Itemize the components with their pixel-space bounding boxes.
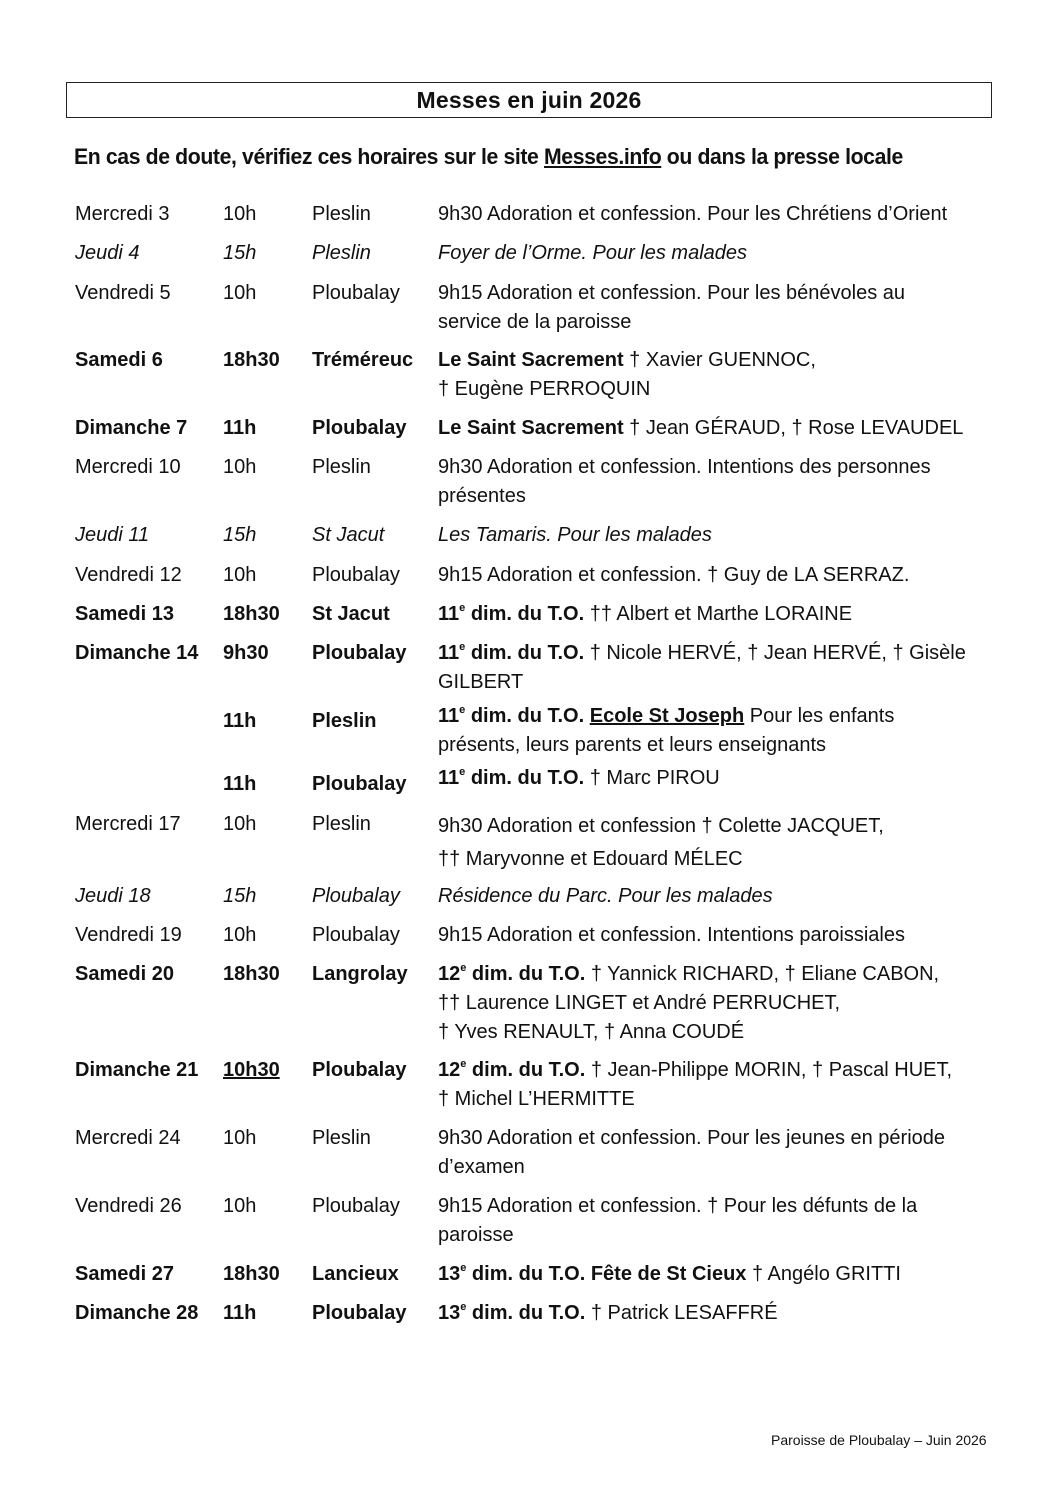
description-line: paroisse [438, 1224, 514, 1246]
ordinal-suffix: e [459, 641, 466, 654]
day-label: Samedi 27 [75, 1263, 174, 1285]
description [438, 882, 998, 911]
description-line: † Patrick LESAFFRÉ [585, 1302, 778, 1324]
description-line: † Yannick RICHARD, † Eliane CABON, [585, 963, 940, 985]
time-label: 10h [223, 282, 257, 304]
description [438, 600, 998, 629]
ordinal-suffix: e [460, 1058, 467, 1071]
description-line: †† Laurence LINGET et André PERRUCHET, [438, 992, 841, 1014]
day-label: Vendredi 26 [75, 1195, 182, 1217]
description-line: †† Maryvonne et Edouard MÉLEC [438, 848, 743, 870]
description-line: † Eugène PERROQUIN [438, 378, 651, 400]
place-label: Ploubalay [312, 642, 407, 664]
liturgical-name: dim. du T.O. [465, 642, 585, 664]
liturgical-name: dim. du T.O. [465, 705, 590, 727]
time-label: 18h30 [223, 349, 280, 371]
place-label: Pleslin [312, 813, 371, 835]
place-label: Ploubalay [312, 417, 407, 439]
day-label: Vendredi 12 [75, 564, 182, 586]
day-label: Jeudi 11 [75, 524, 150, 546]
place-label: Ploubalay [312, 924, 400, 946]
description [438, 346, 998, 404]
time-label: 10h [223, 203, 257, 225]
time-label: 10h [223, 813, 257, 835]
description [438, 414, 998, 443]
day-label: Vendredi 19 [75, 924, 182, 946]
description [438, 279, 998, 337]
description-line: † Jean-Philippe MORIN, † Pascal HUET, [585, 1059, 953, 1081]
description-line: 9h30 Adoration et confession. Intentions des personnes [438, 456, 931, 478]
sunday-number: 13 [438, 1302, 461, 1324]
liturgical-name: dim. du T.O. [466, 1059, 586, 1081]
liturgical-name: dim. du T.O. [465, 767, 585, 789]
description [438, 810, 998, 876]
time-label: 15h [223, 524, 257, 546]
place-label: Pleslin [312, 456, 371, 478]
time-label: 15h [223, 242, 257, 264]
time-label: 10h [223, 1195, 257, 1217]
description [438, 764, 998, 793]
ordinal-suffix: e [459, 602, 466, 615]
description-text: Résidence du Parc. Pour les malades [438, 885, 773, 907]
time-label: 11h [223, 1302, 257, 1324]
time-label: 11h [223, 710, 257, 732]
ordinal-suffix: e [459, 766, 466, 779]
description [438, 702, 998, 760]
time-label: 10h [223, 564, 257, 586]
place-label: St Jacut [312, 524, 385, 546]
place-label: Ploubalay [312, 885, 400, 907]
place-label: Ploubalay [312, 1302, 407, 1324]
place-label: Ploubalay [312, 773, 407, 795]
day-label: Dimanche 28 [75, 1302, 199, 1324]
place-label: Ploubalay [312, 1195, 400, 1217]
day-label: Samedi 13 [75, 603, 174, 625]
page-title: Messes en juin 2026 [416, 86, 642, 113]
feast-name: Le Saint Sacrement [438, 417, 624, 439]
subtitle-text-before: En cas de doute, vérifiez ces horaires sur le site [74, 144, 545, 169]
day-label: Mercredi 10 [75, 456, 181, 478]
place-label: Tréméreuc [312, 349, 414, 371]
description [438, 521, 998, 550]
description-line: présents, leurs parents et leurs enseignants [438, 734, 826, 756]
time-label: 18h30 [223, 603, 280, 625]
day-label: Dimanche 14 [75, 642, 199, 664]
day-label: Mercredi 17 [75, 813, 181, 835]
sunday-number: 11 [438, 767, 460, 789]
place-label: Pleslin [312, 203, 371, 225]
place-label: Lancieux [312, 1263, 399, 1285]
description-line: † Xavier GUENNOC, [623, 349, 816, 371]
school-link[interactable]: Ecole St Joseph [589, 705, 745, 727]
description [438, 239, 998, 268]
description [438, 1299, 998, 1328]
time-label: 9h30 [223, 642, 269, 664]
place-label: Ploubalay [312, 1059, 407, 1081]
time-label: 18h30 [223, 1263, 280, 1285]
time-label: 10h [223, 924, 257, 946]
ordinal-suffix: e [460, 1301, 467, 1314]
description-text: 9h30 Adoration et confession. Pour les Chrétiens d’Orient [438, 203, 948, 225]
day-label: Dimanche 21 [75, 1059, 199, 1081]
page-footer: Paroisse de Ploubalay – Juin 2026 [771, 1432, 987, 1448]
description-text: Foyer de l’Orme. Pour les malades [438, 242, 748, 264]
time-label: 11h [223, 417, 257, 439]
place-label: Ploubalay [312, 564, 400, 586]
description-line: service de la paroisse [438, 311, 632, 333]
time-label: 10h [223, 1127, 257, 1149]
time-label: 11h [223, 773, 257, 795]
description [438, 1192, 998, 1250]
messes-info-link[interactable]: Messes.info [544, 144, 662, 169]
description-line: GILBERT [438, 671, 524, 693]
ordinal-suffix: e [459, 704, 466, 717]
place-label: St Jacut [312, 603, 390, 625]
time-label: 10h [223, 456, 257, 478]
description [438, 639, 998, 697]
place-label: Pleslin [312, 710, 377, 732]
place-label: Pleslin [312, 1127, 371, 1149]
time-label: 18h30 [223, 963, 280, 985]
description-text: 9h15 Adoration et confession. Intentions paroissiales [438, 924, 905, 946]
description-line: † Yves RENAULT, † Anna COUDÉ [438, 1021, 745, 1043]
description-line: 9h15 Adoration et confession. † Pour les défunts de la [438, 1195, 918, 1217]
description-line: Pour les enfants [744, 705, 895, 727]
feast-name: Le Saint Sacrement [438, 349, 624, 371]
day-label: Mercredi 24 [75, 1127, 181, 1149]
description-line: présentes [438, 485, 526, 507]
sunday-number: 12 [438, 1059, 461, 1081]
description-line: d’examen [438, 1156, 525, 1178]
description-text: 9h15 Adoration et confession. † Guy de LA SERRAZ. [438, 564, 910, 586]
title-box [66, 82, 992, 118]
sunday-number: 11 [438, 642, 460, 664]
subtitle-text-after: ou dans la presse locale [661, 144, 903, 169]
description-line: † Angélo GRITTI [746, 1263, 901, 1285]
description [438, 200, 998, 229]
day-label: Jeudi 4 [75, 242, 140, 264]
sunday-number: 11 [438, 603, 460, 625]
description-line: † Nicole HERVÉ, † Jean HERVÉ, † Gisèle [584, 642, 966, 664]
sunday-number: 12 [438, 963, 461, 985]
description-line: † Jean GÉRAUD, † Rose LEVAUDEL [623, 417, 964, 439]
time-label: 10h30 [223, 1059, 280, 1081]
sunday-number: 11 [438, 705, 460, 727]
description [438, 453, 998, 511]
subtitle [74, 144, 903, 170]
description [438, 561, 998, 590]
liturgical-name: dim. du T.O. [466, 963, 586, 985]
liturgical-name: dim. du T.O. Fête de St Cieux [466, 1263, 747, 1285]
day-label: Samedi 6 [75, 349, 163, 371]
day-label: Jeudi 18 [75, 885, 151, 907]
day-label: Dimanche 7 [75, 417, 188, 439]
description-line: 9h30 Adoration et confession † Colette JACQUET, [438, 815, 884, 837]
day-label: Samedi 20 [75, 963, 174, 985]
description [438, 960, 998, 1047]
liturgical-name: dim. du T.O. [465, 603, 585, 625]
description [438, 921, 998, 950]
description-line: †† Albert et Marthe LORAINE [584, 603, 853, 625]
ordinal-suffix: e [460, 962, 467, 975]
place-label: Ploubalay [312, 282, 400, 304]
ordinal-suffix: e [460, 1262, 467, 1275]
day-label: Vendredi 5 [75, 282, 171, 304]
sunday-number: 13 [438, 1263, 461, 1285]
description-line: † Marc PIROU [584, 767, 720, 789]
time-label: 15h [223, 885, 257, 907]
description [438, 1124, 998, 1182]
liturgical-name: dim. du T.O. [466, 1302, 586, 1324]
description [438, 1260, 998, 1289]
description-text: Les Tamaris. Pour les malades [438, 524, 712, 546]
place-label: Langrolay [312, 963, 408, 985]
description [438, 1056, 998, 1114]
place-label: Pleslin [312, 242, 371, 264]
day-label: Mercredi 3 [75, 203, 170, 225]
description-line: 9h30 Adoration et confession. Pour les jeunes en période [438, 1127, 946, 1149]
description-line: † Michel L’HERMITTE [438, 1088, 635, 1110]
description-line: 9h15 Adoration et confession. Pour les bénévoles au [438, 282, 905, 304]
